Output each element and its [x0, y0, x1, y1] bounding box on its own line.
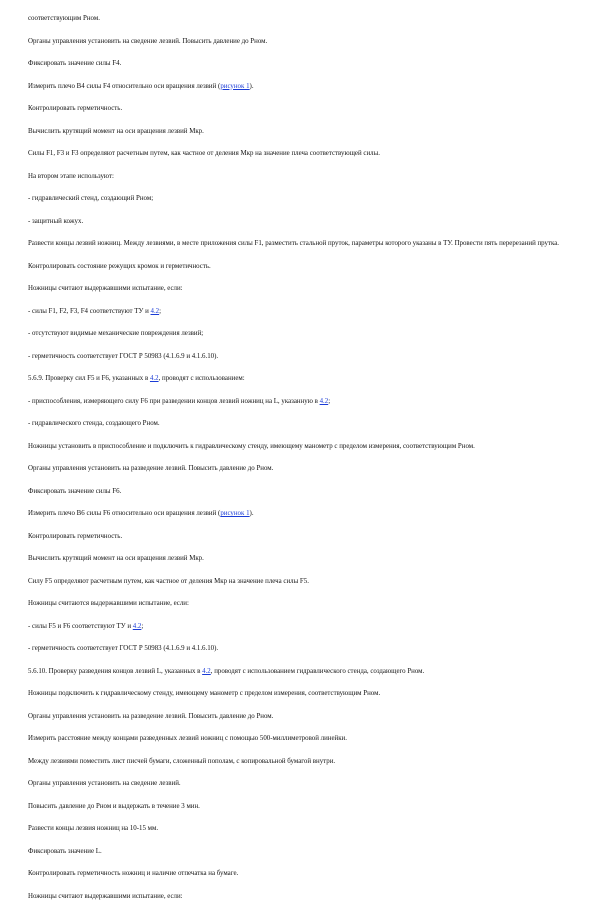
paragraph-text: - силы F5 и F6 соответствуют ТУ и [28, 622, 133, 630]
paragraph-text: Контролировать герметичность. [28, 532, 123, 540]
paragraph [28, 127, 567, 136]
paragraph-text: - герметичность соответствует ГОСТ Р 50983 (4.1.6.9 и 4.1.6.10). [28, 352, 219, 360]
paragraph-text: Измерить плечо В4 силы F4 относительно оси вращения лезвий ( [28, 82, 221, 90]
paragraph [28, 14, 567, 23]
paragraph [28, 757, 567, 766]
paragraph [28, 712, 567, 721]
paragraph-text: Силы F1, F3 и F3 определяют расчетным путем, как частное от деления Мкр на значение плеча соответствующей силы. [28, 150, 380, 157]
paragraph-text: На втором этапе используют: [28, 172, 114, 180]
paragraph-text: 5.6.10. Проверку разведения концов лезвий L, указанных в [28, 667, 203, 675]
paragraph-text: - силы F1, F2, F3, F4 соответствуют ТУ и [28, 307, 151, 315]
paragraph-text: ). [249, 82, 254, 90]
paragraph [28, 194, 567, 203]
paragraph-text: - приспособления, измеряющего силу F6 при разведении концов лезвий ножниц на L, указанную в [28, 397, 320, 405]
paragraph [28, 509, 567, 518]
reference-link[interactable]: рисунок 1 [220, 510, 250, 517]
paragraph-text: соответствующим Рном. [28, 15, 100, 22]
paragraph-text: Развести концы лезвий ножниц. Между лезвиями, в месте приложения силы F1, разместить стальной пруток, параметры которого указаны в ТУ. Провести пять перерезаний прутка. [28, 240, 560, 247]
paragraph-text: 5.6.9. Проверку сил F5 и F6, указанных в [28, 375, 150, 382]
paragraph [28, 824, 567, 833]
paragraph-text: Органы управления установить на сведение лезвий. [28, 780, 181, 787]
paragraph-text: - герметичность соответствует ГОСТ Р 50983 (4.1.6.9 и 4.1.6.10). [28, 645, 219, 652]
paragraph-text: - гидравлический стенд, создающий Рном; [28, 195, 154, 202]
paragraph-text: Вычислить крутящий момент на оси вращения лезвий Мкр. [28, 127, 204, 135]
paragraph [28, 689, 567, 698]
reference-link[interactable]: 4.2 [149, 375, 159, 382]
paragraph [28, 869, 567, 878]
paragraph [28, 104, 567, 113]
paragraph-text: Фиксировать значение L. [28, 847, 102, 855]
paragraph-text: ; [159, 307, 162, 315]
paragraph-text: ). [249, 510, 254, 517]
paragraph [28, 622, 567, 631]
paragraph [28, 262, 567, 271]
paragraph [28, 352, 567, 361]
paragraph [28, 397, 567, 406]
paragraph-text: ; [141, 622, 144, 630]
paragraph [28, 217, 567, 226]
reference-link[interactable]: 4.2 [319, 397, 329, 405]
paragraph [28, 847, 567, 856]
paragraph-text: - защитный кожух. [28, 217, 84, 225]
paragraph [28, 532, 567, 541]
paragraph-text: Контролировать герметичность. [28, 105, 123, 112]
paragraph [28, 554, 567, 563]
paragraph [28, 59, 567, 68]
paragraph-text: , проводят с использованием гидравлического стенда, создающего Рном. [210, 667, 425, 675]
paragraph-text: - гидравлического стенда, создающего Рном. [28, 420, 160, 427]
reference-link[interactable]: 4.2 [202, 667, 211, 675]
paragraph-text: Между лезвиями поместить лист писчей бумаги, сложенный пополам, с копировальной бумагой внутри. [28, 757, 336, 765]
paragraph [28, 442, 567, 451]
paragraph [28, 239, 567, 248]
paragraph [28, 667, 567, 676]
paragraph [28, 374, 567, 383]
reference-link[interactable]: 4.2 [132, 622, 142, 630]
paragraph [28, 577, 567, 586]
paragraph [28, 599, 567, 608]
reference-link[interactable]: рисунок 1 [220, 82, 250, 90]
paragraph-text: Ножницы считают выдержавшими испытание, если: [28, 285, 183, 292]
paragraph [28, 419, 567, 428]
paragraph [28, 172, 567, 181]
paragraph-text: Фиксировать значение силы F4. [28, 60, 122, 67]
paragraph [28, 892, 567, 901]
paragraph-text: Контролировать герметичность ножниц и наличие отпечатка на бумаге. [28, 870, 239, 877]
paragraph-text: - отсутствуют видимые механические повреждения лезвий; [28, 330, 204, 337]
paragraph-text: Органы управления установить на разведение лезвий. Повысить давление до Рном. [28, 465, 274, 472]
paragraph-text: Повысить давление до Рном и выдержать в течение 3 мин. [28, 802, 200, 810]
paragraph-text: Вычислить крутящий момент на оси вращения лезвий Мкр. [28, 555, 204, 562]
paragraph-text: ; [328, 397, 331, 405]
paragraph-text: Развести концы лезвия ножниц на 10-15 мм. [28, 825, 159, 832]
paragraph-text: Ножницы подключить к гидравлическому стенду, имеющему манометр с пределом измерения, соответствующим Рном. [28, 690, 381, 697]
paragraph [28, 307, 567, 316]
paragraph-text: Органы управления установить на сведение лезвий. Повысить давление до Рном. [28, 37, 268, 45]
paragraph [28, 464, 567, 473]
paragraph-text: Ножницы считают выдержавшими испытание, если: [28, 892, 183, 900]
paragraph-text: Измерить плечо В6 силы F6 относительно оси вращения лезвий ( [28, 510, 221, 517]
paragraph [28, 779, 567, 788]
paragraph [28, 734, 567, 743]
paragraph-text: Силу F5 определяют расчетным путем, как частное от деления Мкр на значение плеча силы F5. [28, 577, 309, 585]
paragraph-text: Ножницы установить в приспособление и подключить к гидравлическому стенду, имеющему манометр с пределом измерения, соответствующим Рном. [28, 442, 475, 450]
paragraph-text: Ножницы считаются выдержавшими испытание, если: [28, 600, 189, 607]
paragraph [28, 802, 567, 811]
paragraph [28, 284, 567, 293]
paragraph-text: Фиксировать значение силы F6. [28, 487, 122, 495]
paragraph-text: , проводят с использованием: [158, 375, 245, 382]
paragraph [28, 149, 567, 158]
paragraph-text: Органы управления установить на разведение лезвий. Повысить давление до Рном. [28, 712, 274, 720]
paragraph [28, 329, 567, 338]
reference-link[interactable]: 4.2 [150, 307, 160, 315]
paragraph-text: Измерить расстояние между концами разведенных лезвий ножниц с помощью 500-миллиметровой линейки. [28, 735, 347, 742]
paragraph [28, 487, 567, 496]
paragraph-text: Контролировать состояние режущих кромок и герметичность. [28, 262, 211, 270]
paragraph [28, 82, 567, 91]
paragraph [28, 37, 567, 46]
paragraph [28, 644, 567, 653]
